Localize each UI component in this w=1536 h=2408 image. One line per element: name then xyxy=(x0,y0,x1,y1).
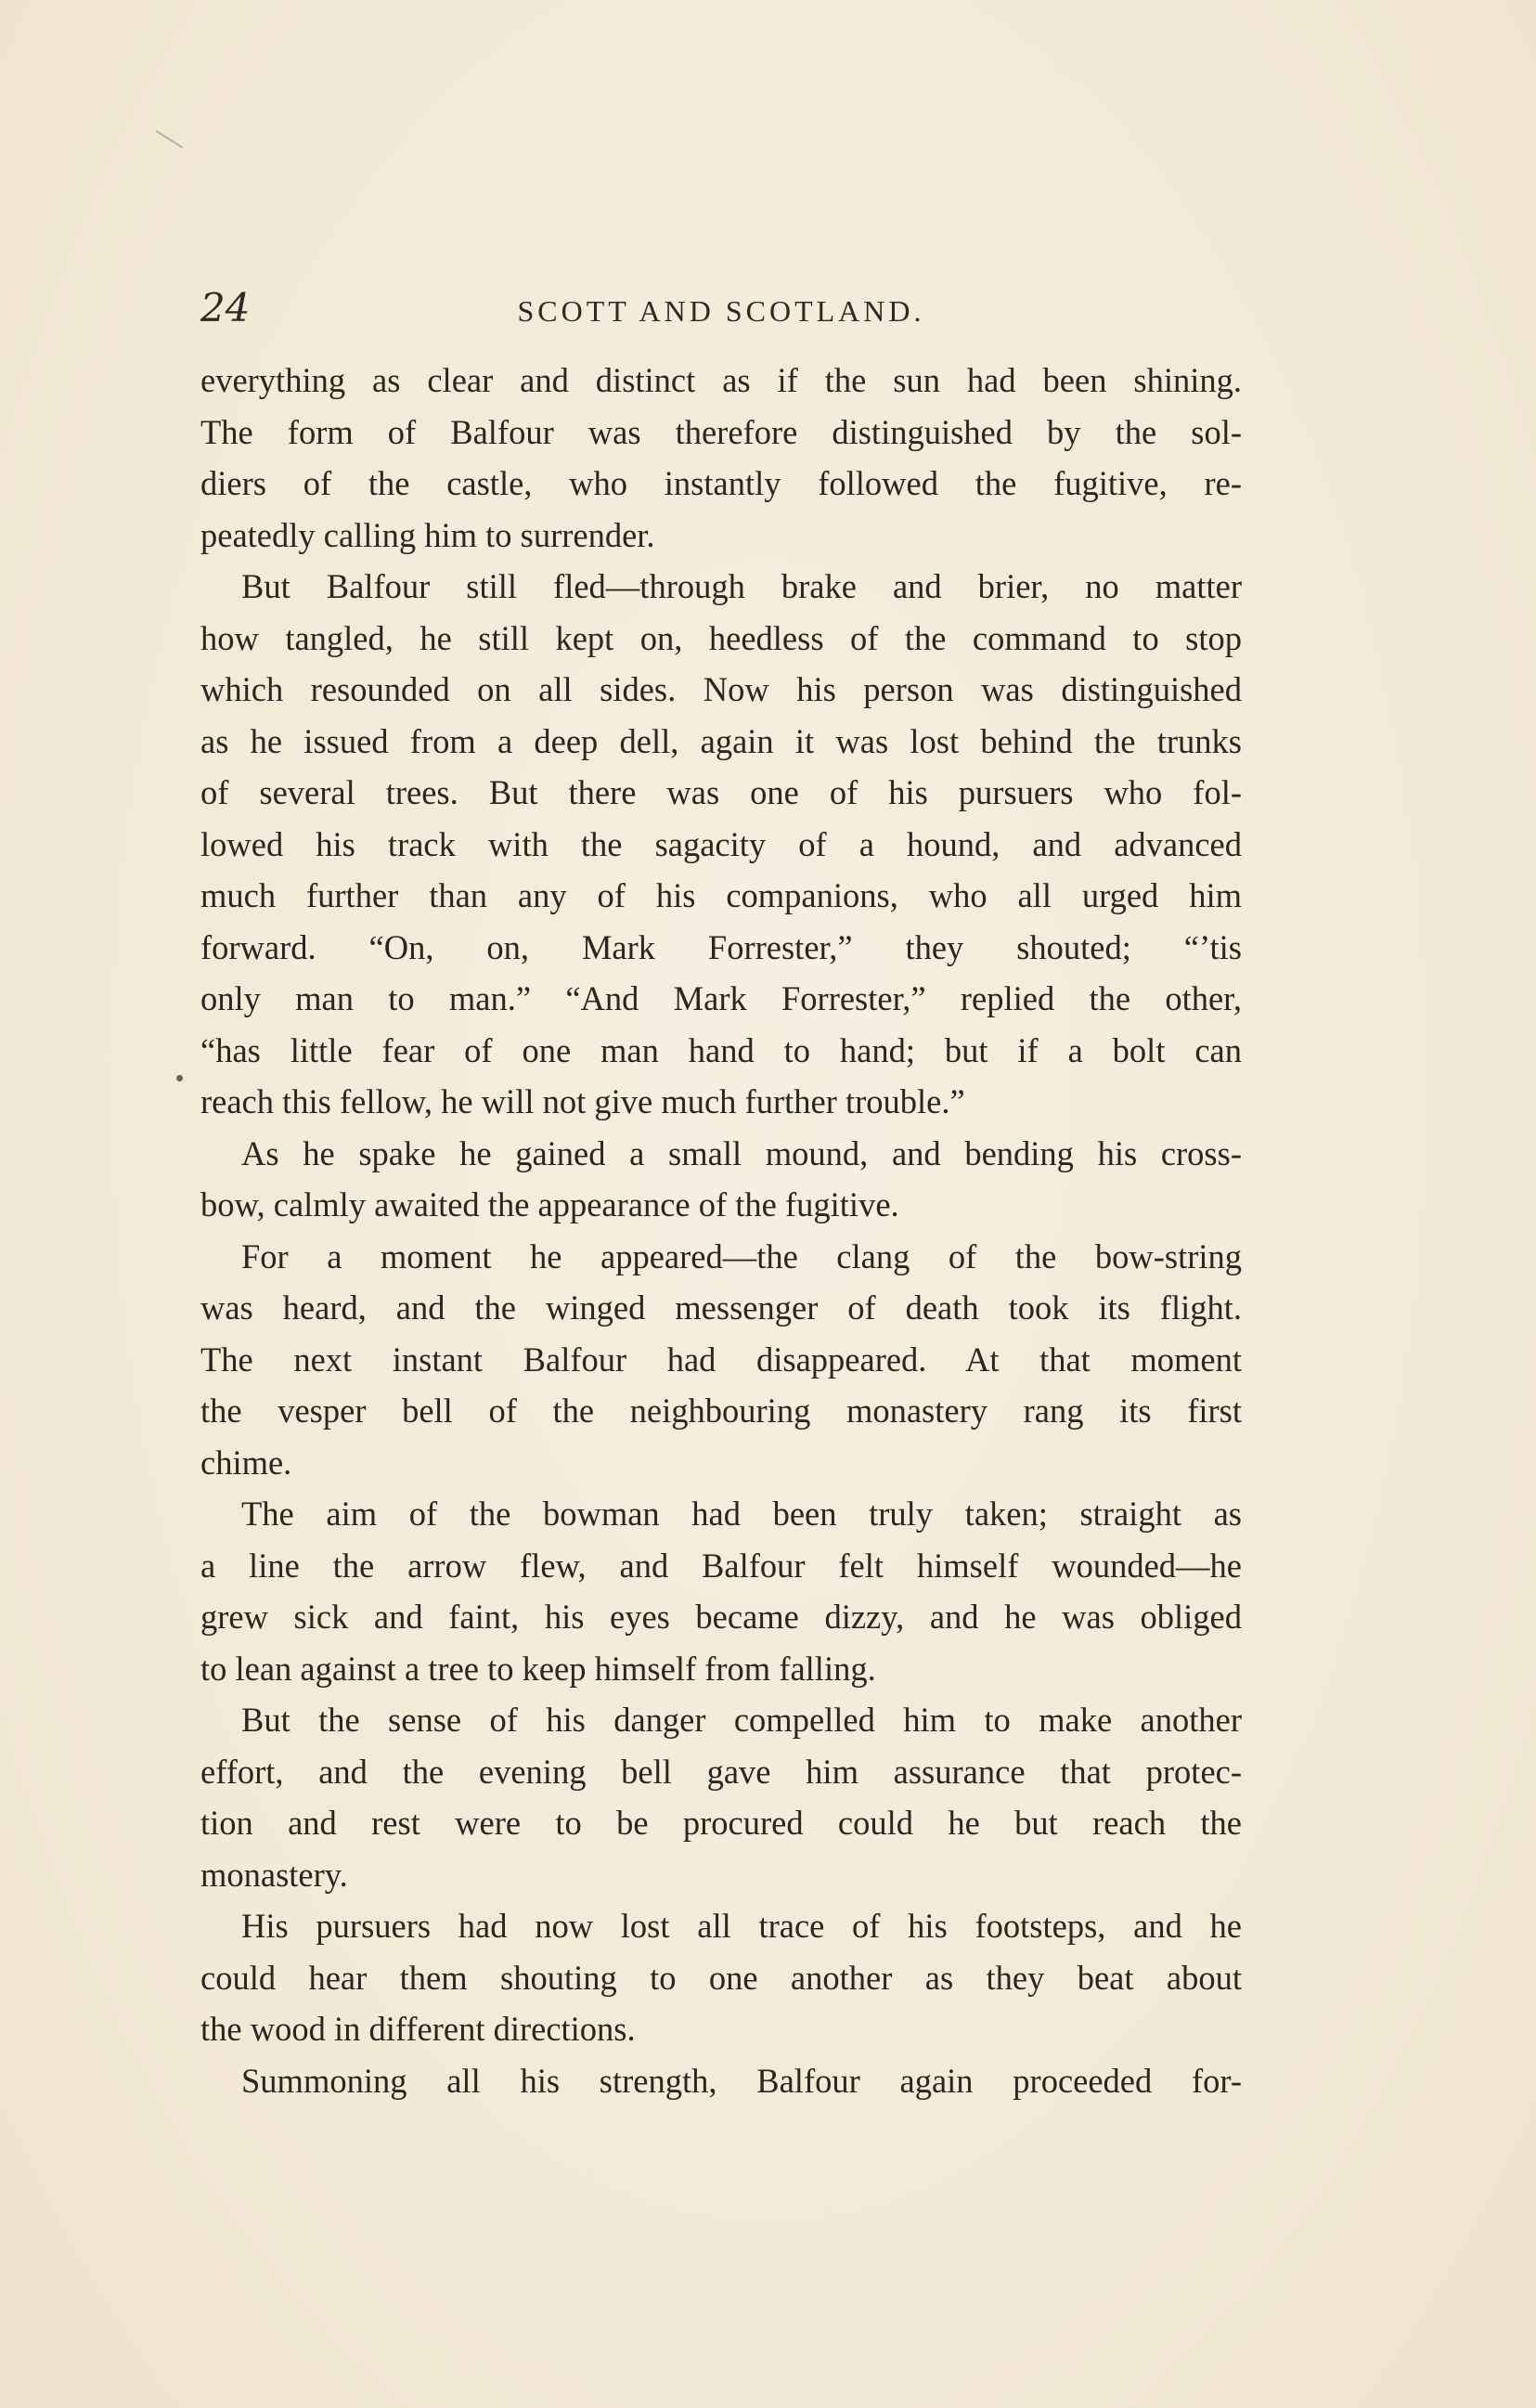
text-line: tion and rest were to be procured could he but reach the xyxy=(200,1804,1242,1842)
text-line: As he spake he gained a small mound, and bending his cross- xyxy=(241,1133,1242,1172)
text-line: The next instant Balfour had disappeared. At that moment xyxy=(200,1340,1242,1379)
text-line: diers of the castle, who instantly followed the fugitive, re- xyxy=(200,464,1242,502)
text-line: only man to man.” “And Mark Forrester,” replied the other, xyxy=(200,979,1242,1017)
text-line: forward. “On, on, Mark Forrester,” they shouted; “’tis xyxy=(200,927,1242,966)
text-line: His pursuers had now lost all trace of his footsteps, and he xyxy=(241,1907,1242,1945)
text-line: “has little fear of one man hand to hand; but if a bolt can xyxy=(200,1030,1242,1069)
text-line: a line the arrow flew, and Balfour felt himself wounded—he xyxy=(200,1546,1242,1585)
running-head: SCOTT AND SCOTLAND. xyxy=(517,294,925,328)
text-line: reach this fellow, he will not give much further trouble.” xyxy=(200,1082,965,1120)
text-line: as he issued from a deep dell, again it was lost behind the trunks xyxy=(200,721,1242,760)
text-line: For a moment he appeared—the clang of the bow-string xyxy=(241,1236,1242,1275)
text-line: chime. xyxy=(200,1443,292,1482)
text-line: But the sense of his danger compelled him to make another xyxy=(241,1701,1242,1739)
text-line: But Balfour still fled—through brake and brier, no matter xyxy=(241,567,1242,605)
text-line: everything as clear and distinct as if the sun had been shining. xyxy=(200,361,1242,399)
text-line: to lean against a tree to keep himself from falling. xyxy=(200,1649,876,1688)
margin-dot xyxy=(176,1075,183,1081)
text-line: could hear them shouting to one another as they beat about xyxy=(200,1958,1242,1997)
text-line: the vesper bell of the neighbouring monastery rang its first xyxy=(200,1392,1242,1430)
text-line: lowed his track with the sagacity of a hound, and advanced xyxy=(200,824,1242,863)
body-text xyxy=(200,355,1242,2106)
page-number: 24 xyxy=(200,285,251,330)
text-line: effort, and the evening bell gave him assurance that protec- xyxy=(200,1752,1242,1791)
text-line: grew sick and faint, his eyes became dizzy, and he was obliged xyxy=(200,1598,1242,1636)
text-line: the wood in different directions. xyxy=(200,2010,636,2048)
text-line: much further than any of his companions, who all urged him xyxy=(200,876,1242,914)
text-line: how tangled, he still kept on, heedless of the command to stop xyxy=(200,618,1242,657)
text-line: of several trees. But there was one of his pursuers who fol- xyxy=(200,773,1242,811)
page-header xyxy=(200,285,1242,337)
text-line: which resounded on all sides. Now his person was distinguished xyxy=(200,670,1242,708)
text-line: peatedly calling him to surrender. xyxy=(200,515,655,554)
text-line: bow, calmly awaited the appearance of the fugitive. xyxy=(200,1185,899,1223)
text-line: was heard, and the winged messenger of death took its flight. xyxy=(200,1288,1242,1327)
pencil-mark xyxy=(155,130,183,149)
text-line: The form of Balfour was therefore distinguished by the sol- xyxy=(200,412,1242,451)
text-line: Summoning all his strength, Balfour again proceeded for- xyxy=(241,2061,1242,2100)
text-line: The aim of the bowman had been truly taken; straight as xyxy=(241,1495,1242,1533)
text-line: monastery. xyxy=(200,1855,348,1894)
